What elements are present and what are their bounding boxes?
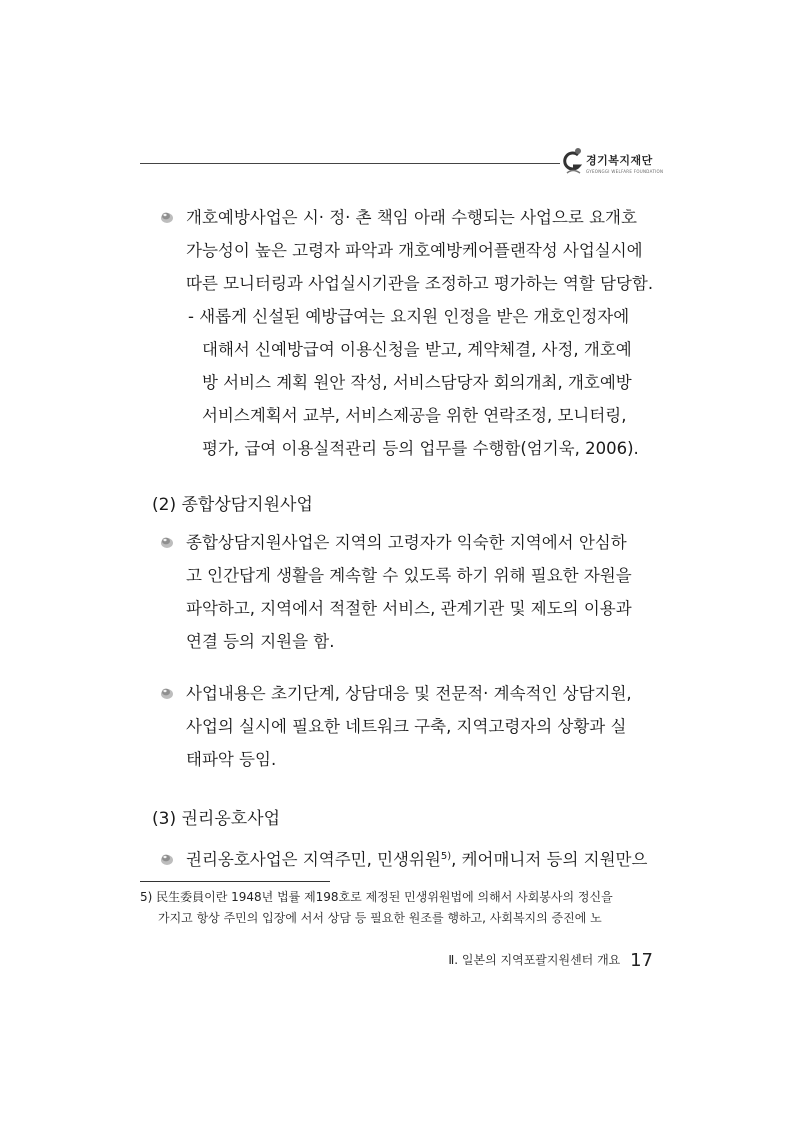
paragraph-line: 따른 모니터링과 사업실시기관을 조정하고 평가하는 역할 담당함.	[186, 274, 654, 293]
section-heading-3: (3) 권리옹호사업	[152, 809, 281, 829]
bullet-icon	[160, 210, 174, 224]
footnote-line: 가지고 항상 주민의 입장에 서서 상담 등 필요한 원조를 행하고, 사회복지의 증진에 노	[158, 911, 602, 925]
paragraph-line: 고 인간답게 생활을 계속할 수 있도록 하기 위해 필요한 자원을	[186, 566, 632, 585]
logo-name: 경기복지재단	[586, 154, 653, 167]
paragraph-line: 파악하고, 지역에서 적절한 서비스, 관계기관 및 제도의 이용과	[186, 599, 632, 618]
section1-paragraph	[160, 201, 660, 465]
section2b-paragraph	[160, 677, 660, 776]
paragraph-line: 사업의 실시에 필요한 네트워크 구축, 지역고령자의 상황과 실	[186, 717, 627, 736]
paragraph-line: 종합상담지원사업은 지역의 고령자가 익숙한 지역에서 안심하	[160, 526, 660, 559]
sub-item-line: 서비스계획서 교부, 서비스제공을 위한 연락조정, 모니터링,	[202, 406, 627, 425]
section3-paragraph	[160, 840, 660, 873]
logo-english-name: GYEONGGI WELFARE FOUNDATION	[586, 169, 664, 174]
footnote-reference[interactable]: 5)	[440, 851, 452, 862]
paragraph-line: 사업내용은 초기단계, 상담대응 및 전문적· 계속적인 상담지원,	[160, 677, 660, 710]
sub-item-line: 대해서 신예방급여 이용신청을 받고, 계약체결, 사정, 개호예	[202, 340, 632, 359]
bullet-icon	[160, 852, 174, 866]
footnote-line: 5) 民生委員이란 1948년 법률 제198호로 제정된 민생위원법에 의해서 사회봉사의 정신을	[140, 890, 613, 904]
bullet-icon	[160, 535, 174, 549]
paragraph-line: 개호예방사업은 시· 정· 촌 책임 아래 수행되는 사업으로 요개호	[160, 201, 660, 234]
paragraph-line: 연결 등의 지원을 함.	[186, 632, 335, 651]
sub-item-line: 평가, 급여 이용실적관리 등의 업무를 수행함(엄기욱, 2006).	[202, 439, 639, 458]
page-number: 17	[630, 950, 653, 971]
paragraph-line: 권리옹호사업은 지역주민, 민생위원$^{5)}$, 케어매니저 등의 지원만으	[160, 840, 660, 873]
sub-item-line: - 새롭게 신설된 예방급여는 요지원 인정을 받은 개호인정자에	[188, 307, 630, 326]
foundation-logo	[562, 146, 663, 176]
bullet-icon	[160, 686, 174, 700]
header-rule	[140, 163, 560, 164]
chapter-title: Ⅱ. 일본의 지역포괄지원센터 개요	[448, 953, 621, 967]
paragraph-line: 태파악 등임.	[186, 750, 277, 769]
logo-mark-icon	[562, 146, 584, 176]
footnote-rule	[140, 881, 330, 882]
page-footer	[448, 950, 653, 971]
section-heading-2: (2) 종합상담지원사업	[152, 495, 313, 515]
footnote	[140, 887, 613, 929]
section2a-paragraph	[160, 526, 660, 658]
paragraph-line: 가능성이 높은 고령자 파악과 개호예방케어플랜작성 사업실시에	[186, 241, 643, 260]
sub-item-line: 방 서비스 계획 원안 작성, 서비스담당자 회의개최, 개호예방	[202, 373, 632, 392]
